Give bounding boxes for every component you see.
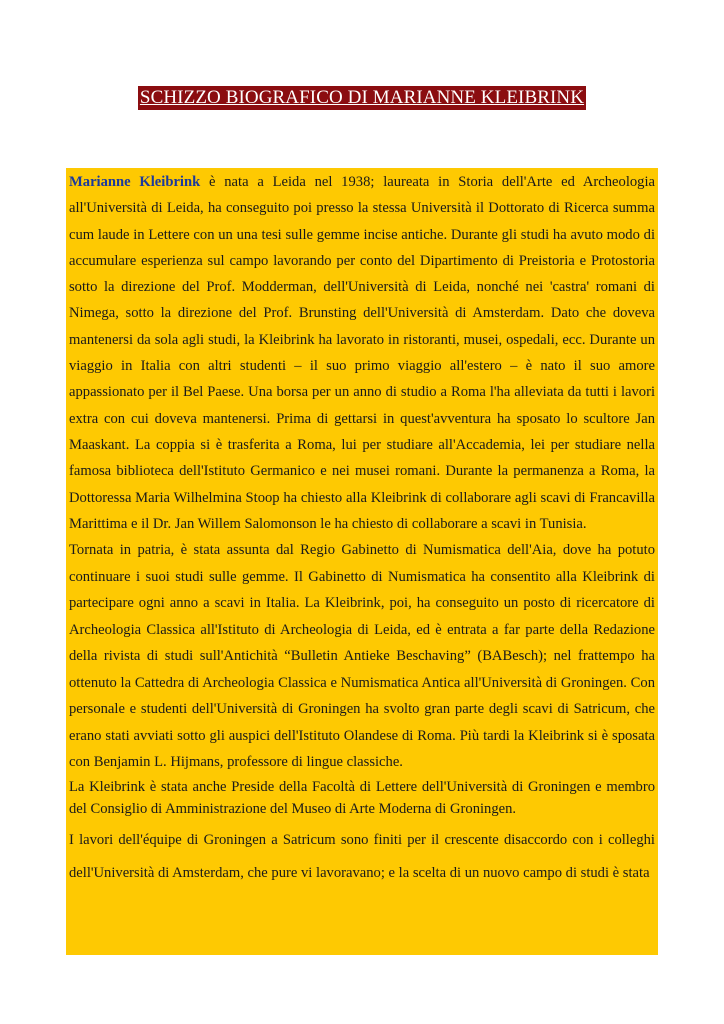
paragraph-3: La Kleibrink è stata anche Preside della Facoltà di Lettere dell'Università di Groningen e membro del Consiglio di Amministrazione del Museo di Arte Moderna di Groningen. — [69, 778, 655, 817]
paragraph-1 — [66, 168, 658, 537]
paragraph-2: Tornata in patria, è stata assunta dal Regio Gabinetto di Numismatica dell'Aia, dove ha potuto continuare i suoi studi sulle gemme. Il Gabinetto di Numismatica ha consentito alla Kleibrink di partecipare ogni anno a scavi in Italia. La Kleibrink, poi, ha conseguito un posto di ricercatore di Archeologia Classica all'Istituto di Archeologia di Leida, ed è entrata a far parte della Redazione della rivista di studi sull'Antichità “Bulletin Antieke Beschaving” (BABesch); nel frattempo ha ottenuto la Cattedra di Archeologia Classica e Numismatica Antica all'Università di Groningen. Con personale e studenti dell'Università di Groningen ha svolto gran parte degli scavi di Satricum, che erano stati avviati sotto gli auspici dell'Istituto Olandese di Roma. Più tardi la Kleibrink si è sposata con Benjamin L. Hijmans, professore di lingue classiche. — [69, 542, 655, 771]
title-container — [0, 86, 724, 110]
paragraph-1-text: è nata a Leida nel 1938; laureata in Storia dell'Arte ed Archeologia all'Università di Leida, ha conseguito poi presso la stessa Università il Dottorato di Ricerca summa cum laude in Lettere con un una tesi sulle gemme incise antiche. Durante gli studi ha avuto modo di accumulare esperienza sul campo lavorando per conto del Dipartimento di Preistoria e Protostoria sotto la direzione del Prof. Modderman, dell'Università di Leida, nonché nei 'castra' romani di Nimega, sotto la direzione del Prof. Brunsting dell'Università di Amsterdam. Dato che doveva mantenersi da sola agli studi, la Kleibrink ha lavorato in ristoranti, musei, ospedali, ecc. Durante un viaggio in Italia con altri studenti – il suo primo viaggio all'estero – è nato il suo amore appassionato per il Bel Paese. Una borsa per un anno di studio a Roma l'ha alleviata da tutti i lavori extra con cui doveva mantenersi. Prima di gettarsi in quest'avventura ha sposato lo scultore Jan Maaskant. La coppia si è trasferita a Roma, lui per studiare all'Accademia, lei per studiare nella famosa biblioteca dell'Istituto Germanico e nei musei romani. Durante la permanenza a Roma, la Dottoressa Maria Wilhelmina Stoop ha chiesto alla Kleibrink di collaborare agli scavi di Francavilla Marittima e il Dr. Jan Willem Salomonson le ha chiesto di collaborare a scavi in Tunisia. — [69, 174, 656, 532]
paragraph-4: I lavori dell'équipe di Groningen a Satricum sono finiti per il crescente disaccordo con i colleghi dell'Università di Amsterdam, che pure vi lavoravano; e la scelta di un nuovo campo di studi è stata — [69, 831, 655, 881]
subject-name: Marianne Kleibrink — [69, 174, 201, 190]
biography-body — [66, 168, 658, 955]
document-title: SCHIZZO BIOGRAFICO DI MARIANNE KLEIBRINK — [139, 87, 585, 108]
